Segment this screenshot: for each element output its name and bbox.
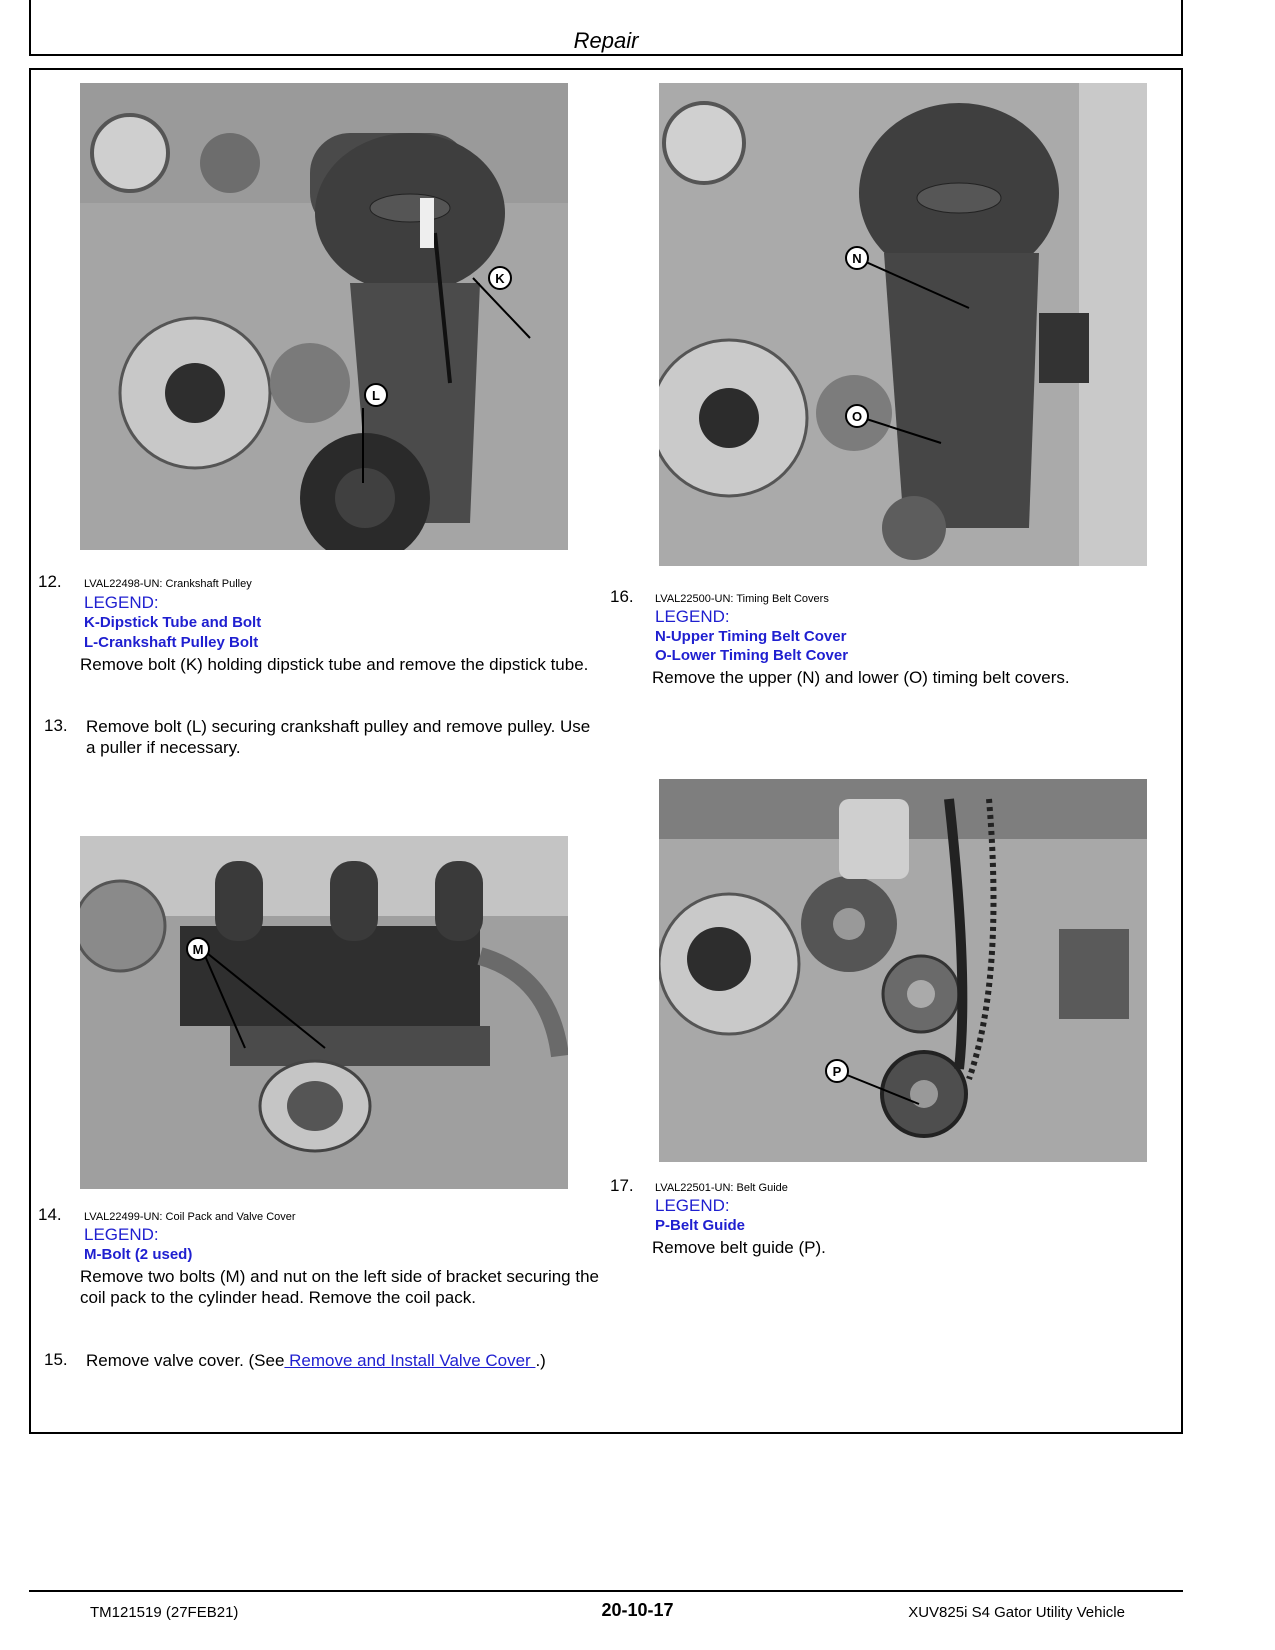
step-15-tail: .) [535, 1351, 546, 1370]
callout-l: L [372, 388, 380, 403]
legend-item: O-Lower Timing Belt Cover [655, 647, 849, 664]
legend-title: LEGEND: [84, 593, 159, 612]
callout-m: M [192, 942, 204, 957]
coil-pack-photo [80, 836, 568, 1189]
step-number-14: 14. [38, 1205, 62, 1224]
step-17-text: Remove belt guide (P). [652, 1238, 826, 1257]
belt-guide-photo [659, 779, 1147, 1162]
figure-caption: LVAL22499-UN: Coil Pack and Valve Cover [84, 1211, 296, 1223]
step-15-text [86, 1350, 606, 1371]
step-13-text: Remove bolt (L) securing crankshaft pulley and remove pulley. Use a puller if necessary. [86, 717, 591, 757]
step-number-13: 13. [44, 716, 68, 735]
step-number-12: 12. [38, 572, 62, 591]
legend-item: N-Upper Timing Belt Cover [655, 628, 847, 645]
step-14-text: Remove two bolts (M) and nut on the left side of bracket securing the coil pack to the cylinder head. Remove the coil pack. [80, 1267, 599, 1307]
figure-caption: LVAL22500-UN: Timing Belt Covers [655, 593, 829, 605]
step-number-16: 16. [610, 587, 634, 606]
step-number-15: 15. [44, 1350, 68, 1369]
step-15-lead: Remove valve cover. (See [86, 1351, 285, 1370]
callout-n: N [852, 251, 862, 266]
legend-title: LEGEND: [655, 607, 730, 626]
legend-title: LEGEND: [84, 1225, 159, 1244]
page-number: 20-10-17 [601, 1600, 674, 1620]
legend-item: K-Dipstick Tube and Bolt [84, 614, 262, 631]
callout-k: K [495, 271, 505, 286]
footer-divider [29, 1590, 1183, 1592]
remove-install-valve-cover-link[interactable]: Remove and Install Valve Cover [284, 1351, 536, 1370]
step-12-text: Remove bolt (K) holding dipstick tube and remove the dipstick tube. [80, 655, 589, 674]
legend-item: M-Bolt (2 used) [84, 1246, 193, 1263]
legend-item: P-Belt Guide [655, 1217, 746, 1234]
figure-caption: LVAL22498-UN: Crankshaft Pulley [84, 578, 252, 590]
legend-title: LEGEND: [655, 1196, 730, 1215]
timing-belt-covers-photo [659, 83, 1147, 566]
page-header [29, 0, 1183, 56]
callout-o: O [851, 409, 863, 424]
callout-p: P [832, 1064, 842, 1079]
header-title: Repair [573, 28, 639, 53]
document-id: TM121519 (27FEB21) [90, 1604, 239, 1621]
step-16-text: Remove the upper (N) and lower (O) timing belt covers. [652, 668, 1070, 687]
product-name: XUV825i S4 Gator Utility Vehicle [908, 1604, 1125, 1621]
crankshaft-pulley-photo [80, 83, 568, 550]
step-number-17: 17. [610, 1176, 634, 1195]
figure-caption: LVAL22501-UN: Belt Guide [655, 1182, 788, 1194]
legend-item: L-Crankshaft Pulley Bolt [84, 634, 259, 651]
